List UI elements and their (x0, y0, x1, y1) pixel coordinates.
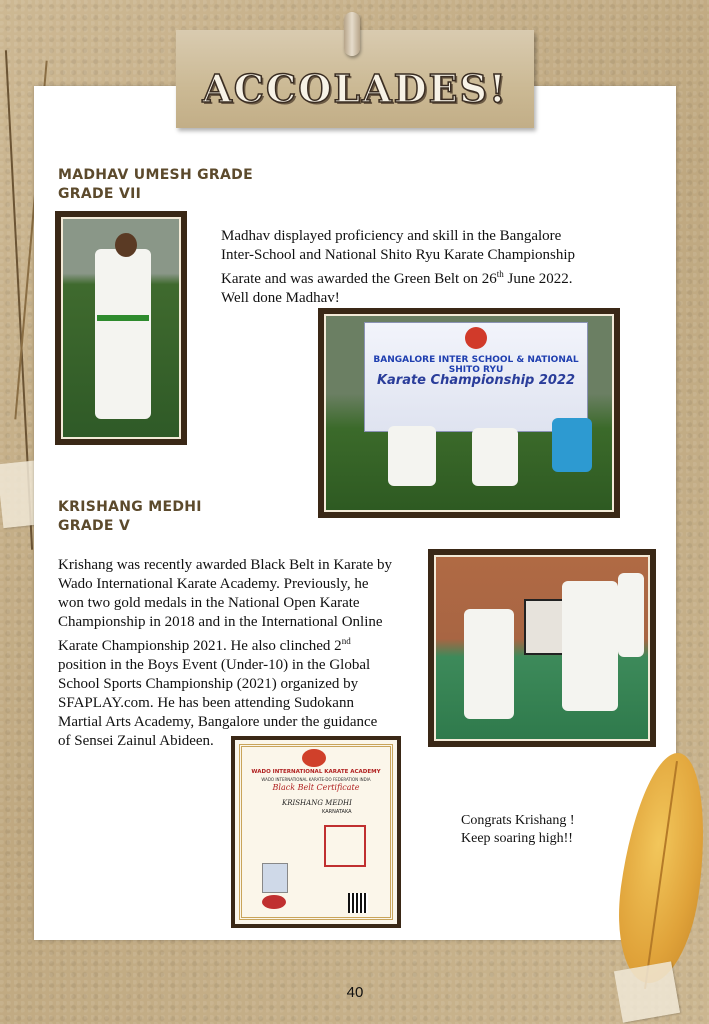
text-line: Well done Madhav! (221, 290, 340, 306)
certificate-title: WADO INTERNATIONAL KARATE ACADEMY (251, 769, 381, 775)
student2-photo (428, 549, 656, 747)
student2-grade: GRADE V (58, 518, 131, 534)
caption-line2: Keep soaring high!! (461, 831, 573, 846)
seal-icon (262, 895, 286, 909)
text-line: Inter-School and National Shito Ryu Karate Championship (221, 247, 576, 263)
karateka-figure (618, 573, 644, 657)
superscript: nd (341, 636, 351, 646)
caption-line1: Congrats Krishang ! (461, 813, 575, 828)
text-part: June 2022. (503, 271, 573, 287)
banner-line2: Karate Championship 2022 (376, 373, 576, 388)
certificate-recipient: KRISHANG MEDHI (282, 799, 352, 807)
page-number: 40 (346, 984, 364, 1001)
superscript: th (496, 269, 504, 279)
student1-name: MADHAV UMESH GRADE (58, 167, 253, 183)
text-line: Championship in 2018 and in the International Online (58, 614, 383, 630)
certificate-state: KARNATAKA (322, 809, 352, 815)
text-line (221, 265, 611, 289)
student2-description (58, 556, 420, 751)
student1-description (221, 227, 611, 308)
student-portrait (262, 863, 288, 893)
karateka-figure (562, 581, 618, 711)
karateka-figure (95, 249, 151, 419)
text-part: Karate and was awarded the Green Belt on 26 (221, 271, 497, 287)
student2-heading (58, 498, 202, 536)
banner-line1: BANGALORE INTER SCHOOL & NATIONAL SHITO RYU (373, 355, 579, 375)
text-line: won two gold medals in the National Open Karate (58, 595, 360, 611)
text-line: Martial Arts Academy, Bangalore under the guidance (58, 714, 378, 730)
certificate-heading: Black Belt Certificate (272, 783, 360, 792)
text-line (58, 632, 420, 656)
text-part: Karate Championship 2021. He also clinched 2 (58, 638, 342, 654)
text-line: Madhav displayed proficiency and skill in the Bangalore (221, 228, 562, 244)
student1-grade: GRADE VII (58, 186, 142, 202)
text-line: Wado International Karate Academy. Previously, he (58, 576, 369, 592)
page-title: ACCOLADES! (202, 66, 508, 111)
certificate-subtitle: WADO INTERNATIONAL KARATE-DO FEDERATION INDIA (261, 777, 371, 782)
text-line: SFAPLAY.com. He has been attending Sudokann (58, 695, 354, 711)
student1-heading (58, 166, 253, 204)
student2-name: KRISHANG MEDHI (58, 499, 202, 515)
tape-piece-right (614, 961, 680, 1022)
qr-code-icon (348, 893, 368, 913)
text-line: position in the Boys Event (Under-10) in the Global (58, 657, 371, 673)
karateka-figure (472, 428, 518, 486)
academy-logo-icon (302, 749, 326, 767)
pin-icon (344, 12, 360, 56)
student2-caption (461, 812, 575, 848)
text-line: of Sensei Zainul Abideen. (58, 733, 214, 749)
event-banner (364, 322, 588, 432)
text-line: Krishang was recently awarded Black Belt in Karate by (58, 557, 393, 573)
certificate-photo (231, 736, 401, 928)
student1-event-photo (318, 308, 620, 518)
karateka-figure (388, 426, 436, 486)
certificate-stamp-icon (324, 825, 366, 867)
karateka-figure (464, 609, 514, 719)
student1-photo (55, 211, 187, 445)
certificate (239, 744, 393, 920)
text-line: School Sports Championship (2021) organized by (58, 676, 359, 692)
